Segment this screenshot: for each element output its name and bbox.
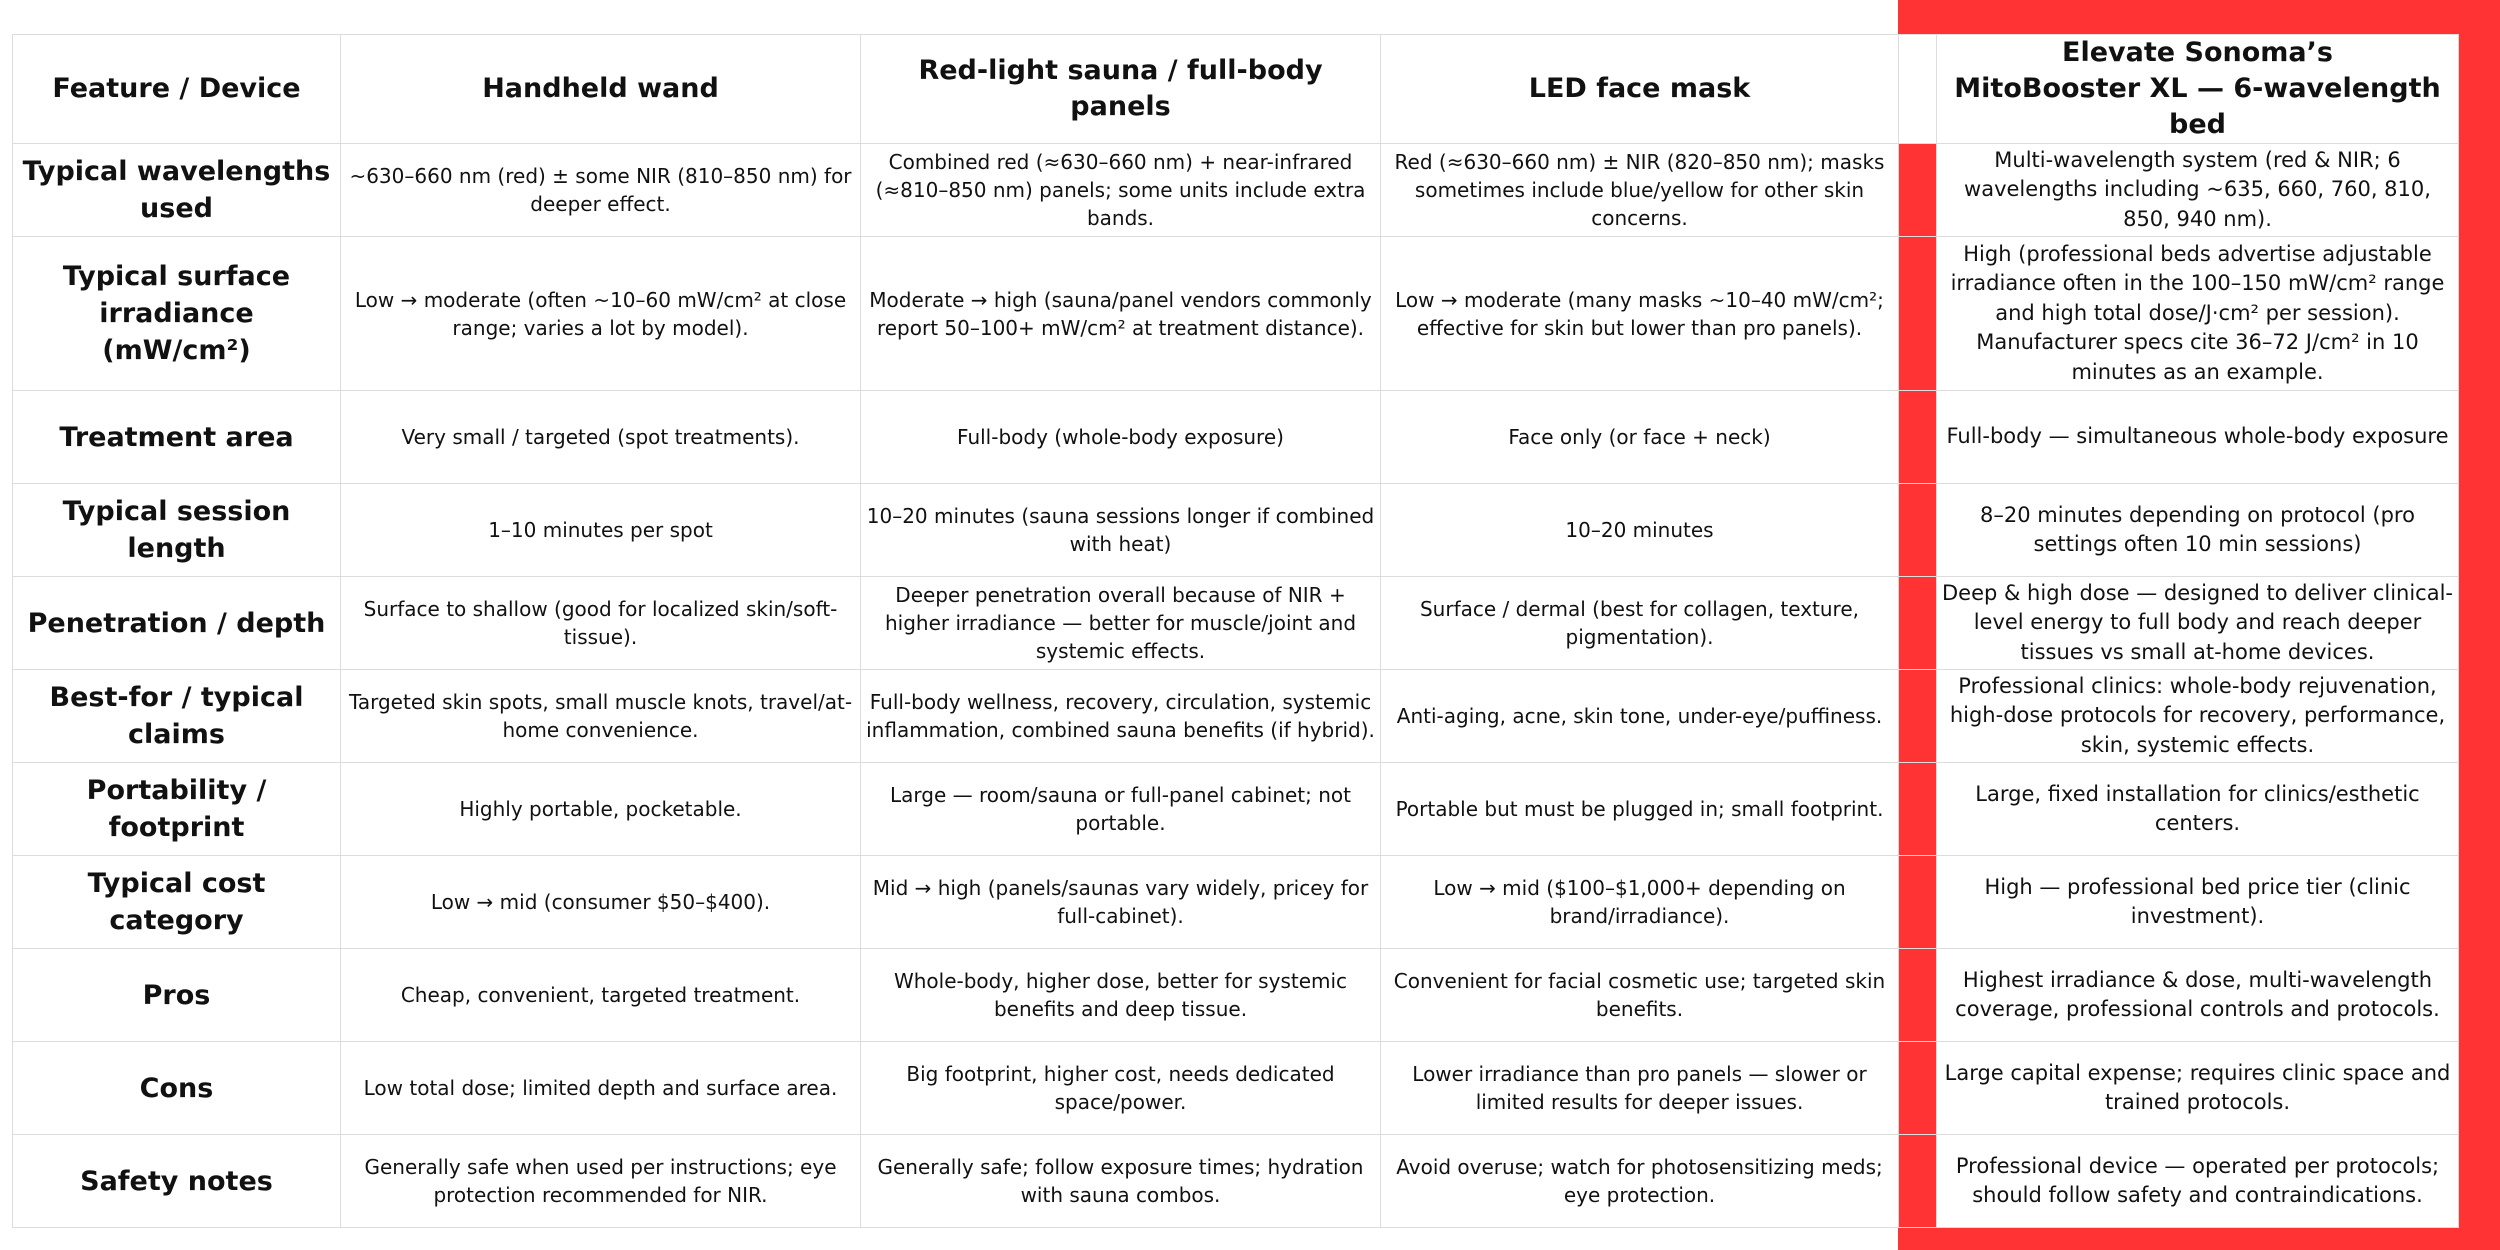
cell-mitobooster-xl: 8–20 minutes depending on protocol (pro settings often 10 min sessions) bbox=[1937, 484, 2459, 577]
header-led-face-mask: LED face mask bbox=[1381, 35, 1899, 144]
cell-handheld-wand: Low → moderate (often ~10–60 mW/cm² at close range; varies a lot by model). bbox=[341, 237, 861, 391]
row-label: Typical cost category bbox=[13, 856, 341, 949]
highlight-gap bbox=[1899, 237, 1937, 391]
cell-red-light-sauna: 10–20 minutes (sauna sessions longer if combined with heat) bbox=[861, 484, 1381, 577]
header-red-light-sauna: Red-light sauna / full-body panels bbox=[861, 35, 1381, 144]
header-handheld-wand: Handheld wand bbox=[341, 35, 861, 144]
cell-handheld-wand: Low total dose; limited depth and surface area. bbox=[341, 1042, 861, 1135]
row-label: Safety notes bbox=[13, 1135, 341, 1228]
row-label: Cons bbox=[13, 1042, 341, 1135]
cell-handheld-wand: Very small / targeted (spot treatments). bbox=[341, 391, 861, 484]
row-label: Treatment area bbox=[13, 391, 341, 484]
cell-mitobooster-xl: Full-body — simultaneous whole-body exposure bbox=[1937, 391, 2459, 484]
row-label: Typical surface irradiance (mW/cm²) bbox=[13, 237, 341, 391]
header-mitobooster-xl bbox=[1937, 35, 2459, 144]
cell-mitobooster-xl: Professional clinics: whole-body rejuvenation, high-dose protocols for recovery, performance, skin, systemic effects. bbox=[1937, 670, 2459, 763]
cell-mitobooster-xl: Large capital expense; requires clinic space and trained protocols. bbox=[1937, 1042, 2459, 1135]
cell-handheld-wand: Surface to shallow (good for localized skin/soft-tissue). bbox=[341, 577, 861, 670]
table-row bbox=[13, 1042, 2459, 1135]
cell-red-light-sauna: Generally safe; follow exposure times; hydration with sauna combos. bbox=[861, 1135, 1381, 1228]
highlight-gap bbox=[1899, 1042, 1937, 1135]
table-row bbox=[13, 856, 2459, 949]
cell-red-light-sauna: Mid → high (panels/saunas vary widely, pricey for full-cabinet). bbox=[861, 856, 1381, 949]
cell-led-face-mask: Convenient for facial cosmetic use; targeted skin benefits. bbox=[1381, 949, 1899, 1042]
cell-led-face-mask: Anti-aging, acne, skin tone, under-eye/puffiness. bbox=[1381, 670, 1899, 763]
cell-handheld-wand: Targeted skin spots, small muscle knots, travel/at-home convenience. bbox=[341, 670, 861, 763]
highlight-gap bbox=[1899, 1135, 1937, 1228]
cell-red-light-sauna: Whole-body, higher dose, better for systemic benefits and deep tissue. bbox=[861, 949, 1381, 1042]
cell-led-face-mask: Face only (or face + neck) bbox=[1381, 391, 1899, 484]
cell-handheld-wand: Generally safe when used per instructions; eye protection recommended for NIR. bbox=[341, 1135, 861, 1228]
highlight-gap bbox=[1899, 144, 1937, 237]
cell-mitobooster-xl: Professional device — operated per protocols; should follow safety and contraindications. bbox=[1937, 1135, 2459, 1228]
cell-mitobooster-xl: Multi-wavelength system (red & NIR; 6 wavelengths including ~635, 660, 760, 810, 850, 940 nm). bbox=[1937, 144, 2459, 237]
row-label: Pros bbox=[13, 949, 341, 1042]
cell-led-face-mask: Lower irradiance than pro panels — slower or limited results for deeper issues. bbox=[1381, 1042, 1899, 1135]
table-row bbox=[13, 949, 2459, 1042]
row-label: Portability / footprint bbox=[13, 763, 341, 856]
cell-handheld-wand: Cheap, convenient, targeted treatment. bbox=[341, 949, 861, 1042]
cell-mitobooster-xl: High — professional bed price tier (clinic investment). bbox=[1937, 856, 2459, 949]
highlight-gap bbox=[1899, 670, 1937, 763]
row-label: Best-for / typical claims bbox=[13, 670, 341, 763]
table-row bbox=[13, 577, 2459, 670]
cell-led-face-mask: Red (≈630–660 nm) ± NIR (820–850 nm); masks sometimes include blue/yellow for other skin concerns. bbox=[1381, 144, 1899, 237]
cell-handheld-wand: Highly portable, pocketable. bbox=[341, 763, 861, 856]
table-row bbox=[13, 484, 2459, 577]
highlight-gap bbox=[1899, 577, 1937, 670]
highlight-gap bbox=[1899, 35, 1937, 144]
header-feature: Feature / Device bbox=[13, 35, 341, 144]
cell-mitobooster-xl: High (professional beds advertise adjustable irradiance often in the 100–150 mW/cm² range and high total dose/J·cm² per session). Manufacturer specs cite 36–72 J/cm² in 10 minutes as an example. bbox=[1937, 237, 2459, 391]
device-comparison-table bbox=[12, 34, 2459, 1228]
cell-mitobooster-xl: Highest irradiance & dose, multi-wavelength coverage, professional controls and protocols. bbox=[1937, 949, 2459, 1042]
highlight-gap bbox=[1899, 391, 1937, 484]
cell-handheld-wand: Low → mid (consumer $50–$400). bbox=[341, 856, 861, 949]
table-row bbox=[13, 237, 2459, 391]
cell-red-light-sauna: Combined red (≈630–660 nm) + near-infrared (≈810–850 nm) panels; some units include extra bands. bbox=[861, 144, 1381, 237]
cell-mitobooster-xl: Large, fixed installation for clinics/esthetic centers. bbox=[1937, 763, 2459, 856]
row-label: Penetration / depth bbox=[13, 577, 341, 670]
cell-handheld-wand: ~630–660 nm (red) ± some NIR (810–850 nm) for deeper effect. bbox=[341, 144, 861, 237]
row-label: Typical session length bbox=[13, 484, 341, 577]
cell-red-light-sauna: Big footprint, higher cost, needs dedicated space/power. bbox=[861, 1042, 1381, 1135]
table-row bbox=[13, 670, 2459, 763]
row-label: Typical wavelengths used bbox=[13, 144, 341, 237]
table-row bbox=[13, 1135, 2459, 1228]
cell-mitobooster-xl: Deep & high dose — designed to deliver clinical-level energy to full body and reach deeper tissues vs small at-home devices. bbox=[1937, 577, 2459, 670]
cell-red-light-sauna: Moderate → high (sauna/panel vendors commonly report 50–100+ mW/cm² at treatment distance). bbox=[861, 237, 1381, 391]
cell-led-face-mask: Low → mid ($100–$1,000+ depending on brand/irradiance). bbox=[1381, 856, 1899, 949]
cell-led-face-mask: 10–20 minutes bbox=[1381, 484, 1899, 577]
highlight-gap bbox=[1899, 949, 1937, 1042]
highlight-gap bbox=[1899, 763, 1937, 856]
highlight-gap bbox=[1899, 484, 1937, 577]
cell-red-light-sauna: Full-body (whole-body exposure) bbox=[861, 391, 1381, 484]
cell-red-light-sauna: Large — room/sauna or full-panel cabinet; not portable. bbox=[861, 763, 1381, 856]
cell-led-face-mask: Avoid overuse; watch for photosensitizing meds; eye protection. bbox=[1381, 1135, 1899, 1228]
cell-red-light-sauna: Deeper penetration overall because of NIR + higher irradiance — better for muscle/joint and systemic effects. bbox=[861, 577, 1381, 670]
cell-led-face-mask: Surface / dermal (best for collagen, texture, pigmentation). bbox=[1381, 577, 1899, 670]
header-row bbox=[13, 35, 2459, 144]
cell-led-face-mask: Portable but must be plugged in; small footprint. bbox=[1381, 763, 1899, 856]
table-row bbox=[13, 144, 2459, 237]
cell-led-face-mask: Low → moderate (many masks ~10–40 mW/cm²; effective for skin but lower than pro panels). bbox=[1381, 237, 1899, 391]
cell-red-light-sauna: Full-body wellness, recovery, circulation, systemic inflammation, combined sauna benefits (if hybrid). bbox=[861, 670, 1381, 763]
header-featured-line1: Elevate Sonoma’s bbox=[2062, 37, 2333, 68]
table-row bbox=[13, 763, 2459, 856]
highlight-gap bbox=[1899, 856, 1937, 949]
cell-handheld-wand: 1–10 minutes per spot bbox=[341, 484, 861, 577]
table-row bbox=[13, 391, 2459, 484]
header-featured-line2: MitoBooster XL — 6-wavelength bed bbox=[1954, 73, 2441, 140]
